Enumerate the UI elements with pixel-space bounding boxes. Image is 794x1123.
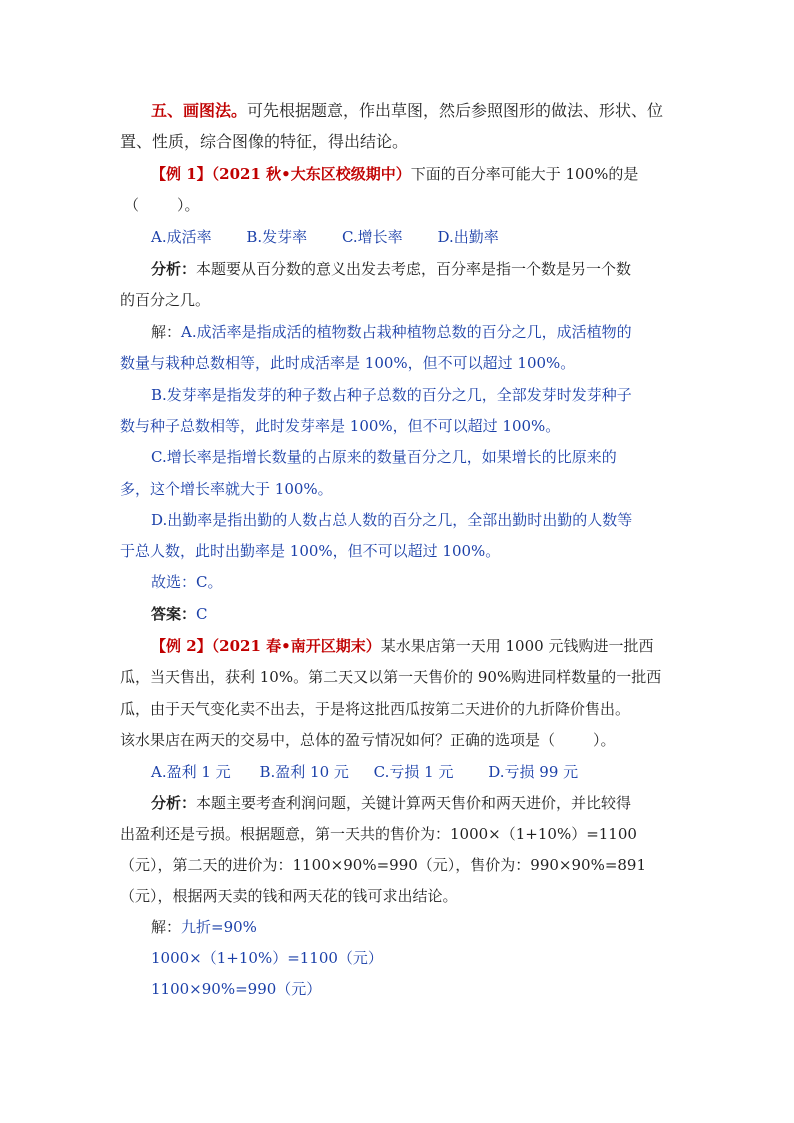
example-1-solution-b-2: 数与种子总数相等，此时发芽率是 100%，但不可以超过 100%。 — [120, 417, 561, 435]
paren-open: （ — [124, 196, 140, 214]
example-1-solution-c-2: 多，这个增长率就大于 100%。 — [120, 480, 333, 498]
paren-close: ）。 — [593, 731, 616, 749]
analysis-text: 本题要从百分数的意义出发去考虑，百分率是指一个数是另一个数 — [196, 260, 632, 278]
example-1-analysis-1 — [151, 259, 631, 279]
example-1-options — [151, 227, 499, 247]
option-c: C.亏损 1 元 — [373, 763, 454, 781]
example-1-analysis-2: 的百分之几。 — [120, 291, 211, 309]
example-1-solution-d-2: 于总人数，此时出勤率是 100%，但不可以超过 100%。 — [120, 542, 501, 560]
section-intro-line-1 — [151, 101, 663, 121]
answer-label: 答案： — [151, 605, 197, 623]
example-2-analysis-3: （元），第二天的进价为：1100×90%=990（元），售价为：990×90%=891 — [120, 856, 647, 874]
analysis-text: 本题主要考查利润问题，关键计算两天售价和两天进价，并比较得 — [196, 794, 632, 812]
example-2-options — [151, 762, 578, 782]
example-2-solution-1 — [151, 917, 257, 937]
solution-label: 解： — [151, 918, 182, 936]
example-2-title — [151, 636, 653, 656]
example-2-source: （2021 春•南开区期末） — [211, 637, 381, 655]
example-2-solution-2: 1000×（1+10%）=1100（元） — [151, 949, 383, 967]
option-c: C.增长率 — [341, 228, 403, 246]
example-2-question-2: 瓜，当天售出，获利 10%。第二天又以第一天售价的 90%购进同样数量的一批西 — [120, 668, 662, 686]
section-text-1: 可先根据题意，作出草图，然后参照图形的做法、形状、位 — [247, 101, 664, 120]
option-b: B.盈利 10 元 — [259, 763, 349, 781]
option-b: B.发芽率 — [246, 228, 308, 246]
example-1-solution-a-1 — [151, 322, 632, 342]
solution-a-text: A.成活率是指成活的植物数占栽种植物总数的百分之几，成活植物的 — [181, 323, 632, 341]
example-1-answer — [151, 604, 208, 624]
example-2-analysis-2: 出盈利还是亏损。根据题意，第一天共的售价为：1000×（1+10%）=1100 — [120, 825, 637, 843]
section-heading: 五、画图法。 — [151, 101, 248, 120]
option-d: D.出勤率 — [437, 228, 499, 246]
example-2-analysis-1 — [151, 793, 631, 813]
question-4-text: 该水果店在两天的交易中，总体的盈亏情况如何？正确的选项是（ — [120, 731, 556, 749]
solution-step-1: 九折=90% — [181, 918, 257, 936]
example-2-question-3: 瓜，由于天气变化卖不出去，于是将这批西瓜按第二天进价的九折降价售出。 — [120, 700, 631, 718]
example-1-source: （2021 秋•大东区校级期中） — [211, 165, 411, 183]
paren-close: ）。 — [177, 196, 200, 214]
example-2-tag: 【例 2】 — [151, 637, 212, 655]
example-1-title — [151, 164, 638, 184]
example-1-solution-c-1: C.增长率是指增长数量的占原来的数量百分之几，如果增长的比原来的 — [151, 448, 617, 466]
option-a: A.盈利 1 元 — [151, 763, 231, 781]
example-2-question-1: 某水果店第一天用 1000 元钱购进一批西 — [380, 637, 654, 655]
example-1-question-1: 下面的百分率可能大于 100%的是 — [410, 165, 639, 183]
example-1-solution-a-2: 数量与栽种总数相等，此时成活率是 100%，但不可以超过 100%。 — [120, 354, 576, 372]
example-1-tag: 【例 1】 — [151, 165, 212, 183]
example-1-question-2 — [124, 195, 200, 215]
section-text-2: 置、性质，综合图像的特征，得出结论。 — [120, 132, 409, 151]
example-2-analysis-4: （元），根据两天卖的钱和两天花的钱可求出结论。 — [120, 887, 458, 905]
example-1-solution-d-1: D.出勤率是指出勤的人数占总人数的百分之几，全部出勤时出勤的人数等 — [151, 511, 633, 529]
example-1-solution-b-1: B.发芽率是指发芽的种子数占种子总数的百分之几，全部发芽时发芽种子 — [151, 386, 632, 404]
answer-value: C — [196, 605, 208, 623]
solution-label: 解： — [151, 323, 182, 341]
example-1-choose: 故选：C。 — [151, 573, 223, 591]
option-a: A.成活率 — [151, 228, 212, 246]
example-2-question-4 — [120, 730, 616, 750]
analysis-label: 分析： — [151, 260, 197, 278]
option-d: D.亏损 99 元 — [488, 763, 579, 781]
example-2-solution-3: 1100×90%=990（元） — [151, 980, 322, 998]
analysis-label: 分析： — [151, 794, 197, 812]
